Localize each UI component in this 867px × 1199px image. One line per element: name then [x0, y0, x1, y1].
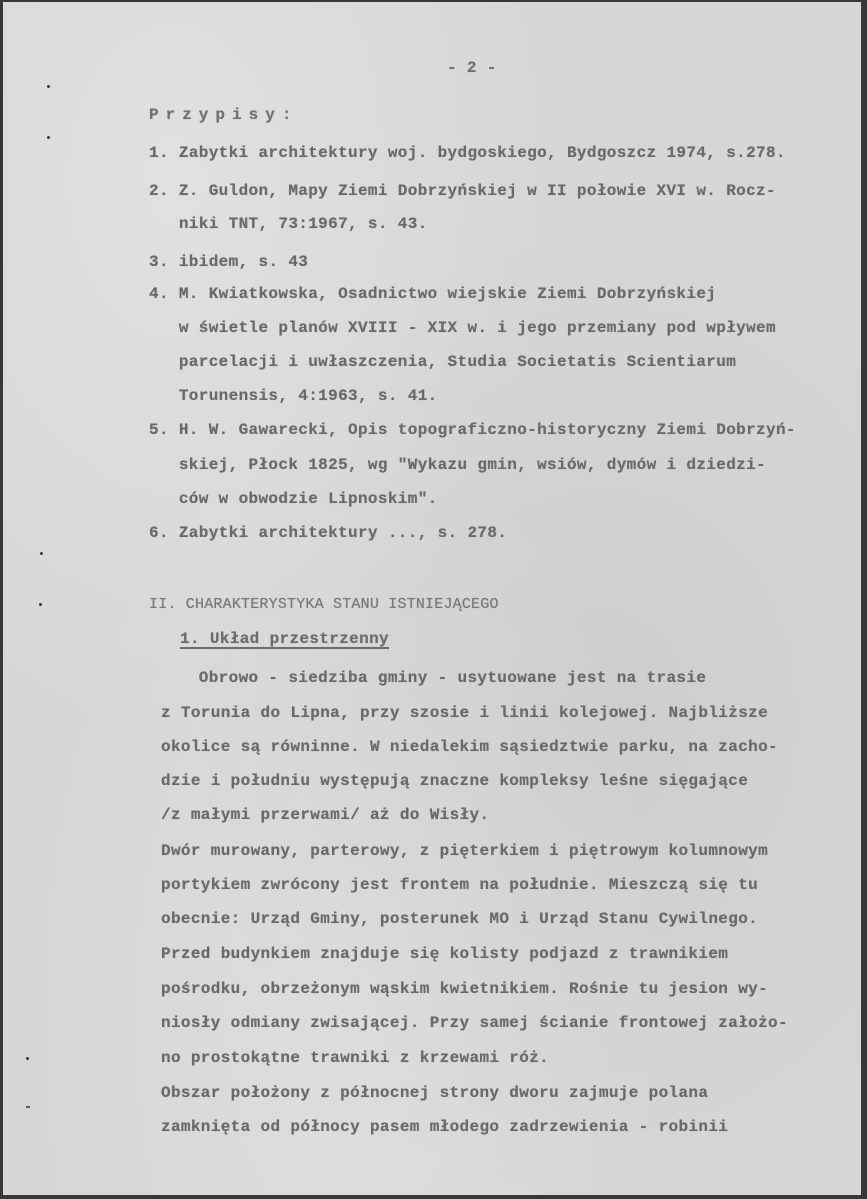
body-line: obecnie: Urząd Gminy, posterunek MO i Urząd Stanu Cywilnego. — [161, 910, 759, 928]
body-line: Przed budynkiem znajduje się kolisty podjazd z trawnikiem — [161, 945, 729, 963]
footnote-4: 4. M. Kwiatkowska, Osadnictwo wiejskie Ziemi Dobrzyńskiej — [149, 285, 717, 303]
margin-mark — [47, 85, 50, 88]
margin-mark — [26, 1057, 29, 1060]
body-line: Obszar położony z północnej strony dworu zajmuje polana — [161, 1084, 709, 1102]
footnote-4-cont: w świetle planów XVIII - XIX w. i jego przemiany pod wpływem — [149, 319, 776, 337]
body-line: /z małymi przerwami/ aż do Wisły. — [161, 806, 490, 824]
footnote-4-cont: parcelacji i uwłaszczenia, Studia Societatis Scientiarum — [149, 353, 737, 371]
section-heading: II. CHARAKTERYSTYKA STANU ISTNIEJĄCEGO — [149, 596, 499, 613]
footnote-5-cont: skiej, Płock 1825, wg "Wykazu gmin, wsiów, dymów i dziedzi- — [149, 456, 766, 474]
subsection-heading: 1. Układ przestrzenny — [180, 630, 389, 648]
margin-mark — [39, 603, 42, 606]
body-line: z Torunia do Lipna, przy szosie i linii kolejowej. Najbliższe — [161, 704, 769, 722]
body-line: portykiem zwrócony jest frontem na południe. Mieszczą się tu — [161, 876, 759, 894]
footnote-6: 6. Zabytki architektury ..., s. 278. — [149, 524, 508, 542]
body-line: okolice są równinne. W niedalekim sąsiedztwie parku, na zacho- — [161, 738, 778, 756]
footnote-4-cont: Torunensis, 4:1963, s. 41. — [149, 387, 438, 405]
footnotes-heading: Przypisy: — [149, 106, 299, 124]
footnote-1: 1. Zabytki architektury woj. bydgoskiego, Bydgoszcz 1974, s.278. — [149, 144, 786, 162]
footnote-5-cont: ców w obwodzie Lipnoskim". — [149, 490, 438, 508]
body-line: Obrowo - siedziba gminy - usytuowane jest na trasie — [149, 669, 707, 687]
body-line: no prostokątne trawniki z krzewami róż. — [161, 1049, 550, 1067]
footnote-2-cont: niki TNT, 73:1967, s. 43. — [149, 215, 428, 233]
body-line: niosły odmiany zwisającej. Przy samej ścianie frontowej założo- — [161, 1014, 788, 1032]
page-number: - 2 - — [447, 59, 497, 77]
margin-mark — [26, 1106, 30, 1108]
margin-mark — [40, 552, 43, 555]
body-line: pośrodku, obrzeżonym wąskim kwietnikiem. Rośnie tu jesion wy- — [161, 980, 769, 998]
footnote-2: 2. Z. Guldon, Mapy Ziemi Dobrzyńskiej w II połowie XVI w. Rocz- — [149, 182, 776, 200]
footnote-5: 5. H. W. Gawarecki, Opis topograficzno-historyczny Ziemi Dobrzyń- — [149, 421, 796, 439]
body-line: Dwór murowany, parterowy, z pięterkiem i piętrowym kolumnowym — [161, 842, 769, 860]
body-line: zamknięta od północy pasem młodego zadrzewienia - robinii — [161, 1118, 729, 1136]
footnote-3: 3. ibidem, s. 43 — [149, 253, 309, 271]
scanned-page — [3, 2, 861, 1195]
margin-mark — [47, 136, 50, 139]
body-line: dzie i południu występują znaczne kompleksy leśne sięgające — [161, 772, 749, 790]
